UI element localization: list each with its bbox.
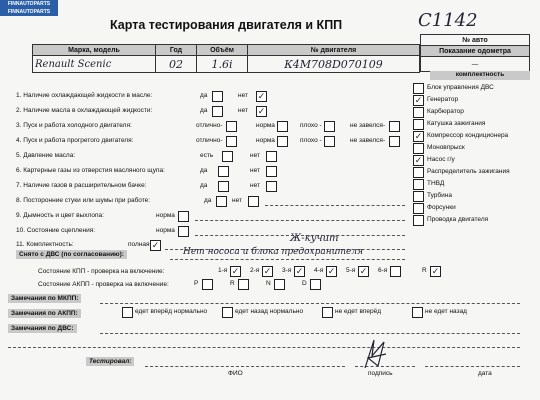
tested-label: Тестировал: <box>86 357 134 366</box>
checkbox[interactable] <box>216 196 227 207</box>
item-8: 8. Посторонние стуки или шумы при работе: <box>16 197 151 204</box>
handwritten-removed: Нет нососа и блока предохранителя <box>183 247 364 257</box>
checkbox[interactable] <box>218 166 229 177</box>
checkbox[interactable] <box>248 196 259 207</box>
checkbox[interactable]: ✓ <box>431 266 440 276</box>
checkbox[interactable] <box>212 91 223 102</box>
item-2: 2. Наличие масла в охлаждающей жидкости: <box>16 107 153 114</box>
checkbox[interactable] <box>266 151 277 162</box>
checkbox[interactable] <box>277 121 288 132</box>
checkbox[interactable]: ✓ <box>257 91 266 101</box>
checkbox[interactable]: ✓ <box>231 266 240 276</box>
item-4: 4. Пуск и работа прогретого двигателя: <box>16 137 134 144</box>
item-6: 6. Картерные газы из отверстия масляного щупа: <box>16 167 165 174</box>
checkbox[interactable] <box>413 167 424 178</box>
volume-value: 1.6і <box>197 56 248 73</box>
checkbox[interactable] <box>322 307 333 318</box>
checkbox[interactable] <box>389 121 400 132</box>
checkbox[interactable]: ✓ <box>414 155 423 165</box>
page-title: Карта тестирования двигателя и КПП <box>110 18 343 32</box>
engine-value: К4М708D070109 <box>248 56 420 73</box>
item-10: 10. Состояние сцепления: <box>16 227 96 234</box>
checkbox[interactable] <box>310 279 321 290</box>
checkbox[interactable] <box>226 136 237 147</box>
checkbox[interactable] <box>390 266 401 277</box>
checkbox[interactable] <box>274 279 285 290</box>
item-11: 11. Комплектность: <box>16 241 74 248</box>
item-9: 9. Дымность и цвет выхлопа: <box>16 212 104 219</box>
remark-akpp: Замечания по АКПП: <box>8 309 81 318</box>
checkbox[interactable] <box>413 179 424 190</box>
checkbox[interactable] <box>266 181 277 192</box>
checkbox[interactable] <box>238 279 249 290</box>
remark-dvs: Замечания по ДВС: <box>8 324 77 333</box>
komplektnost-header: комплектность <box>430 71 530 80</box>
checkbox[interactable] <box>412 307 423 318</box>
checkbox[interactable] <box>222 307 233 318</box>
checkbox[interactable] <box>324 121 335 132</box>
kpp-label: Состояние КПП - проверка на включение: <box>38 268 165 275</box>
checkbox[interactable] <box>413 203 424 214</box>
checkbox[interactable] <box>277 136 288 147</box>
checkbox[interactable] <box>413 107 424 118</box>
sign-caption: подпись <box>368 370 393 377</box>
checkbox[interactable] <box>413 119 424 130</box>
year-value: 02 <box>156 56 197 73</box>
checkbox[interactable]: ✓ <box>414 131 423 141</box>
checkbox[interactable]: ✓ <box>257 106 266 116</box>
vehicle-table: Марка, модель Год Объём № двигателя Renault Scenic 02 1.6і К4М708D070109 <box>32 44 420 73</box>
checkbox[interactable] <box>413 215 424 226</box>
remark-mkpp: Замечания по МКПП: <box>8 294 81 303</box>
checkbox[interactable] <box>413 191 424 202</box>
checkbox[interactable] <box>178 211 189 222</box>
handwritten-code: С1142 <box>418 10 478 31</box>
item-7: 7. Наличие газов в расширительном бачке: <box>16 182 147 189</box>
checkbox[interactable] <box>218 181 229 192</box>
checkbox[interactable]: ✓ <box>263 266 272 276</box>
checkbox[interactable] <box>178 226 189 237</box>
checkbox[interactable]: ✓ <box>151 240 160 250</box>
handwritten-kompl: Ж-кучит <box>290 233 339 244</box>
akpp-label: Состояние АКПП - проверка на включение: <box>38 281 169 288</box>
item-5: 5. Давление масла: <box>16 152 76 159</box>
checkbox[interactable]: ✓ <box>414 95 423 105</box>
checkbox[interactable] <box>226 121 237 132</box>
make-value: Renault Scenic <box>33 56 156 73</box>
item-1: 1. Наличие охлаждающей жидкости в масле: <box>16 92 153 99</box>
checkbox[interactable]: ✓ <box>359 266 368 276</box>
checkbox[interactable] <box>122 307 133 318</box>
checkbox[interactable] <box>202 279 213 290</box>
checkbox[interactable] <box>212 106 223 117</box>
checkbox[interactable] <box>266 166 277 177</box>
checkbox[interactable] <box>324 136 335 147</box>
checkbox[interactable] <box>389 136 400 147</box>
checkbox[interactable] <box>413 143 424 154</box>
auto-table: № авто Показание одометра — <box>420 34 530 72</box>
checkbox[interactable]: ✓ <box>295 266 304 276</box>
item-3: 3. Пуск и работа холодного двигателя: <box>16 122 132 129</box>
checkbox[interactable]: ✓ <box>327 266 336 276</box>
checkbox[interactable] <box>413 83 424 94</box>
checkbox[interactable] <box>222 151 233 162</box>
date-caption: дата <box>478 370 492 377</box>
removed-label: Снято с ДВС (по согласованию): <box>16 250 127 259</box>
signature-mark <box>360 336 390 372</box>
logo: FINNAUTOPARTS FINNAUTOPARTS <box>0 0 58 16</box>
fio-caption: ФИО <box>228 370 243 377</box>
